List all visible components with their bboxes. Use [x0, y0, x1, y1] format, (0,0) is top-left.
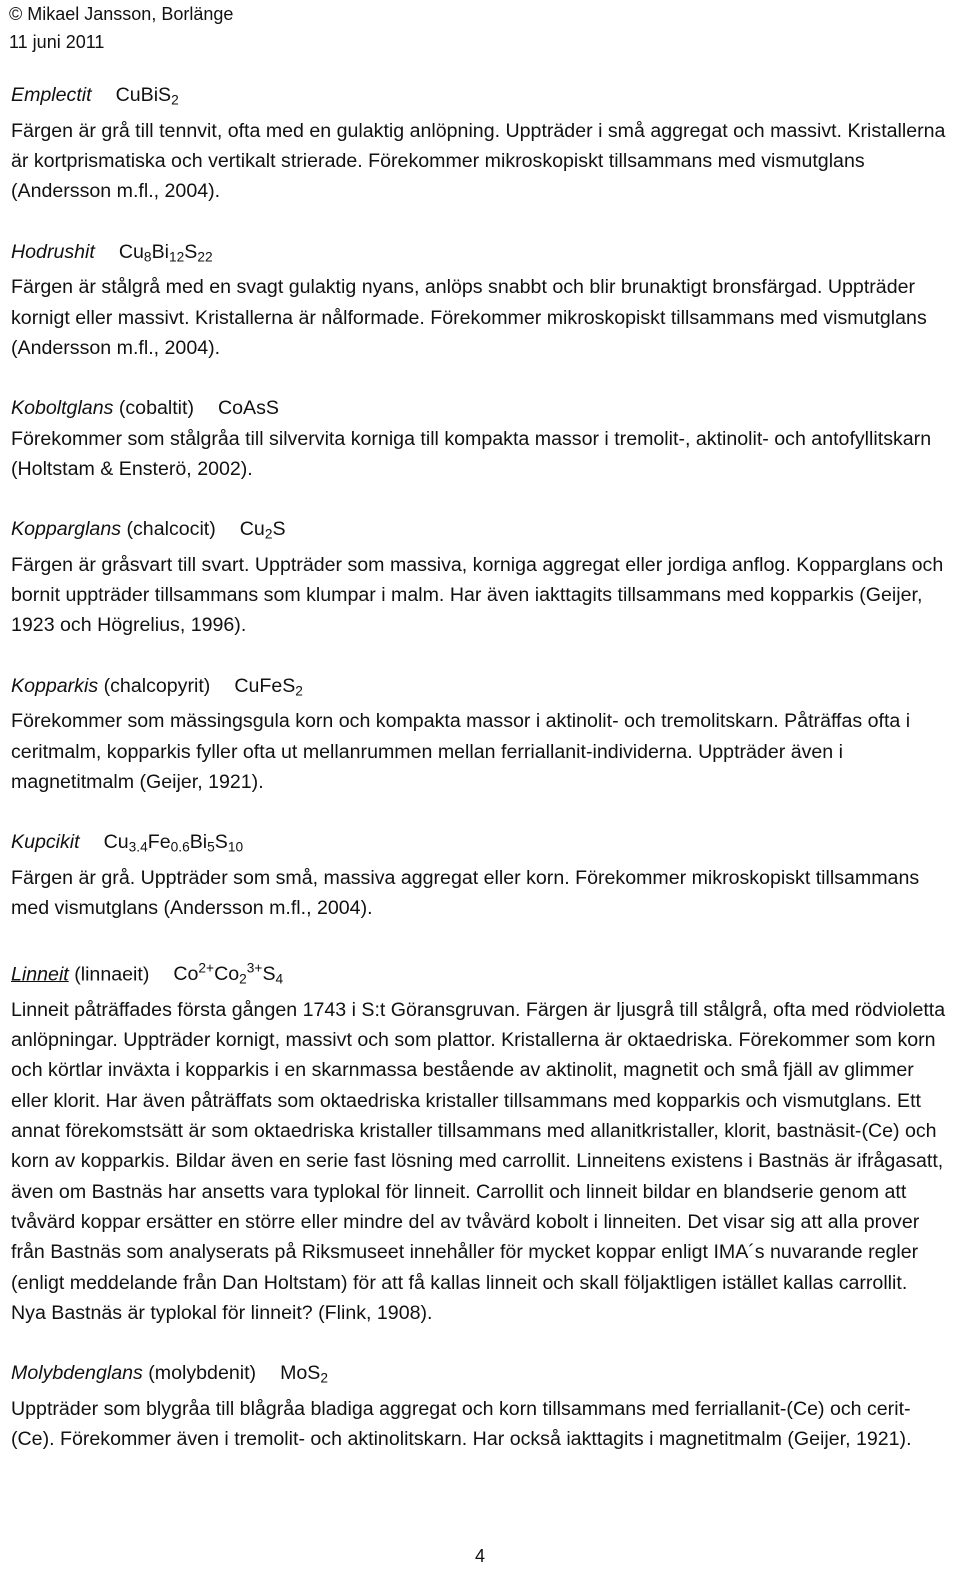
- mineral-entry: [11, 80, 946, 207]
- mineral-description: Färgen är stålgrå med en svagt gulaktig nyans, anlöps snabbt och blir brunaktigt bronsfärgad. Uppträder kornigt eller massivt. Kristallerna är nålformade. Förekommer mikroskopiskt tillsammans med vismutglans (Andersson m.fl., 2004).: [11, 276, 927, 359]
- mineral-entry: [11, 671, 946, 798]
- formula-subscript: 2: [239, 971, 247, 987]
- chemical-formula: [119, 241, 213, 263]
- formula-subscript: 8: [143, 249, 152, 265]
- page-header: [9, 0, 233, 56]
- formula-element: Bi: [151, 240, 169, 263]
- mineral-name: Kopparkis: [11, 674, 99, 697]
- formula-subscript: 4: [275, 971, 284, 987]
- formula-element: Fe: [147, 831, 171, 854]
- mineral-entry: [11, 393, 946, 484]
- entry-title-line: [11, 237, 946, 273]
- formula-element: S: [184, 240, 198, 263]
- formula-subscript: 2: [295, 683, 303, 699]
- chemical-formula: [280, 1362, 328, 1384]
- formula-subscript: 2: [320, 1370, 329, 1386]
- mineral-description: Förekommer som mässingsgula korn och kompakta massor i aktinolit- och tremolitskarn. Påträffas ofta i ceritmalm, kopparkis fyller ofta ut mellanrummen mellan ferriallanit-individerna. Uppträder även i magnetitmalm (Geijer, 1921).: [11, 710, 911, 794]
- mineral-description: Färgen är gråsvart till svart. Uppträder som massiva, korniga aggregat eller jordiga anflog. Kopparglans och bornit uppträder tillsammans som klumpar i malm. Har även iakttagits tillsammans med kopparkis (Geijer, 1923 och Högrelius, 1996).: [11, 553, 944, 637]
- formula-element: Co: [173, 963, 199, 986]
- mineral-entry: [11, 514, 946, 641]
- entry-title-line: [11, 393, 946, 423]
- mineral-name: Emplectit: [11, 84, 92, 106]
- formula-subscript: 2: [264, 526, 273, 542]
- entry-title-line: [11, 954, 946, 995]
- mineral-description: Förekommer som stålgråa till silvervita korniga till kompakta massor i tremolit-, aktinolit- och antofyllitskarn (Holtstam & Ensterö, 2002).: [11, 427, 932, 480]
- formula-subscript: 22: [197, 249, 213, 265]
- formula-element: CoAsS: [218, 397, 279, 420]
- formula-subscript: 5: [207, 839, 215, 855]
- formula-element: CuFeS: [234, 674, 296, 697]
- mineral-description: Linneit påträffades första gången 1743 i S:t Göransgruvan. Färgen är ljusgrå till stålgrå, ofta med rödvioletta anlöpningar. Uppträder kornigt, massivt och som plattor. Kristallerna är oktaedriska. Förekommer som korn och körtlar inväxta i kopparkis i en skarnmassa bestående av aktinolit, magnetit och små fjäll av glimmer eller klorit. Har även påträffats som oktaedriska kristaller tillsammans med kopparkis och vismutglans. Ett annat förekomstsätt är som oktaedriska kristaller tillsammans med allanitkristaller, klorit, bastnäsit-(Ce) och korn av kopparkis. Bildar även en serie fast lösning med carrollit. Linneitens existens i Bastnäs är ifrågasatt, även om Bastnäs har ansetts vara typlokal för linneit. Carrollit och linneit bildar en blandserie genom att tvåvärd koppar ersätter en större eller mindre del av tvåvärd kobolt i linneiten. Det visar sig att alla prover från Bastnäs som analyserats på Riksmuseet innehåller för mycket koppar enligt IMA´s nuvarande regler (enligt meddelande från Dan Holtstam) för att få kallas linneit och skall följaktligen istället kallas carrollit. Nya Bastnäs är typlokal för linneit? (Flink, 1908).: [11, 998, 946, 1324]
- formula-subscript: 2: [171, 92, 179, 108]
- formula-subscript: 0.6: [170, 839, 190, 855]
- formula-element: Cu: [103, 831, 129, 854]
- formula-superscript: 2+: [198, 960, 215, 976]
- mineral-alt-name: (linnaeit): [74, 963, 150, 986]
- entry-title-line: [11, 514, 946, 550]
- mineral-entry: [11, 237, 946, 364]
- entry-title-line: [11, 827, 946, 863]
- formula-element: Bi: [189, 831, 208, 854]
- chemical-formula: [116, 84, 179, 106]
- chemical-formula: [104, 831, 244, 853]
- header-date: 11 juni 2011: [9, 32, 105, 52]
- mineral-name: Linneit: [11, 963, 69, 986]
- mineral-alt-name: (cobaltit): [118, 397, 194, 420]
- formula-element: Cu: [239, 518, 265, 541]
- mineral-name: Molybdenglans: [11, 1362, 143, 1385]
- mineral-alt-name: (molybdenit): [148, 1362, 257, 1385]
- mineral-description: Färgen är grå till tennvit, ofta med en gulaktig anlöpning. Uppträder i små aggregat och massivt. Kristallerna är kortprismatiska och vertikalt strierade. Förekommer mikroskopiskt tillsammans med vismutglans (Andersson m.fl., 2004).: [11, 119, 946, 203]
- mineral-description: Uppträder som blygråa till blågråa bladiga aggregat och korn tillsammans med ferriallanit-(Ce) och cerit-(Ce). Förekommer även i tremolit- och aktinolitskarn. Har också iakttagits i magnetitmalm (Geijer, 1921).: [11, 1397, 912, 1451]
- formula-subscript: 12: [169, 249, 185, 265]
- formula-element: S: [272, 518, 286, 541]
- formula-subscript: 10: [227, 839, 244, 855]
- header-author: © Mikael Jansson, Borlänge: [9, 4, 234, 24]
- mineral-entry: [11, 827, 946, 923]
- mineral-entry: [11, 954, 946, 1329]
- formula-element: CuBiS: [115, 84, 172, 106]
- entry-title-line: [11, 671, 946, 707]
- formula-element: S: [214, 831, 228, 854]
- entry-title-line: [11, 80, 946, 116]
- formula-subscript: 3.4: [128, 839, 148, 855]
- formula-element: Cu: [118, 240, 144, 263]
- mineral-name: Koboltglans: [11, 397, 114, 420]
- mineral-alt-name: (chalcocit): [126, 518, 216, 541]
- mineral-entries: [11, 80, 946, 1484]
- formula-superscript: 3+: [246, 960, 263, 976]
- mineral-name: Kopparglans: [11, 518, 122, 541]
- formula-element: Co: [214, 963, 240, 986]
- mineral-name: Kupcikit: [11, 831, 80, 854]
- mineral-entry: [11, 1358, 946, 1454]
- page-number: 4: [474, 1546, 485, 1566]
- chemical-formula: [218, 397, 279, 419]
- chemical-formula: [173, 960, 284, 987]
- mineral-description: Färgen är grå. Uppträder som små, massiva aggregat eller korn. Förekommer mikroskopiskt tillsammans med vismutglans (Andersson m.fl., 2004).: [11, 867, 920, 920]
- chemical-formula: [240, 518, 286, 540]
- formula-element: MoS: [280, 1362, 321, 1385]
- chemical-formula: [234, 675, 303, 697]
- mineral-name: Hodrushit: [11, 240, 95, 263]
- formula-element: S: [262, 963, 276, 986]
- entry-title-line: [11, 1358, 946, 1394]
- mineral-alt-name: (chalcopyrit): [103, 674, 211, 697]
